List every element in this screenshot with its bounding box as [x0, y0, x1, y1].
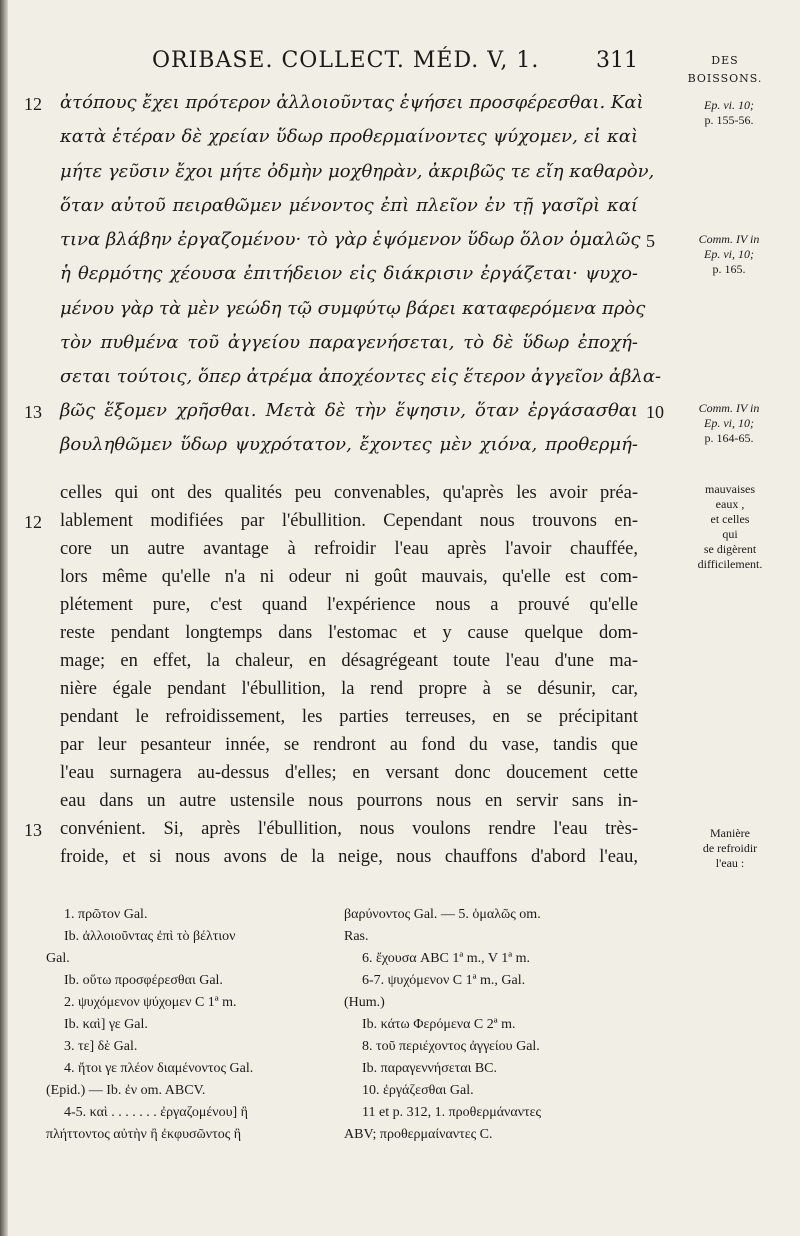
margin-reference	[666, 401, 792, 446]
apparatus-entry: ABV; προθερμαίναντες C.	[344, 1127, 493, 1142]
french-line: pendant le refroidissement, les parties terreuses, en se précipitant	[60, 707, 638, 727]
apparatus-entry: 4-5. καὶ . . . . . . . ἐργαζομένου] ἢ	[64, 1105, 248, 1120]
apparatus-entry: Gal.	[46, 951, 70, 966]
apparatus-entry: Ib. παραγεννήσεται BC.	[362, 1061, 498, 1076]
french-line: convénient. Si, après l'ébullition, nous voulons rendre l'eau très-	[60, 819, 638, 839]
apparatus-entry: 6. ἔχουσα ABC 1ª m., V 1ª m.	[362, 951, 530, 966]
line-number: 10	[646, 402, 664, 422]
margin-note-line: eaux ,	[715, 497, 745, 511]
french-line: lablement modifiées par l'ébullition. Cependant nous trouvons en-	[60, 511, 638, 531]
french-line: l'eau surnagera au-dessus d'elles; en versant donc doucement cette	[60, 763, 638, 783]
greek-line: βῶς ἕξομεν χρῆσθαι. Μετὰ δὲ τὴν ἕψησιν, ὅταν ἐργάσασθαι	[60, 400, 638, 421]
apparatus-entry: Ib. ἀλλοιοῦντας ἐπὶ τὸ βέλτιον	[64, 929, 236, 944]
paragraph-number: 12	[24, 512, 42, 532]
margin-section-label	[660, 52, 790, 88]
paragraph-number: 13	[24, 820, 42, 840]
french-line: celles qui ont des qualités peu convenables, qu'après les avoir préa-	[60, 483, 638, 503]
french-line: froide, et si nous avons de la neige, nous chauffons d'abord l'eau,	[60, 847, 638, 867]
margin-reference-line: Ep. vi, 10;	[704, 247, 754, 261]
greek-line: κατὰ ἑτέραν δὲ χρείαν ὕδωρ προθερμαίνοντες ψύχομεν, εἰ καὶ	[60, 126, 638, 147]
apparatus-entry: 11 et p. 312, 1. προθερμάναντες	[362, 1105, 542, 1120]
apparatus-entry: 1. πρῶτον Gal.	[64, 907, 148, 922]
margin-note-line: difficilement.	[697, 557, 763, 571]
margin-section-label-line: BOISSONS.	[687, 72, 763, 85]
apparatus-entry: (Epid.) — Ib. ἐν om. ABCV.	[46, 1083, 206, 1098]
french-line: nière égale pendant l'ébullition, la rend propre à se désunir, car,	[60, 679, 638, 699]
margin-reference-line: Comm. IV in	[698, 401, 760, 415]
french-line: eau dans un autre ustensile nous pourrons nous en servir sans in-	[60, 791, 638, 811]
apparatus-entry: Ib. κάτω Φερόμενα C 2ª m.	[362, 1017, 516, 1032]
greek-line: μένου γὰρ τὰ μὲν γεώδη τῷ συμφύτῳ βάρει καταφερόμενα πρὸς	[60, 298, 646, 319]
margin-note-line: et celles	[710, 512, 750, 526]
margin-reference-line: p. 155-56.	[704, 113, 754, 127]
greek-line: ὅταν αὐτοῦ πειραθῶμεν μένοντος ἐπὶ πλεῖον ἐν τῇ γασῖρὶ καί	[60, 195, 638, 216]
margin-reference-line: Ep. vi, 10;	[704, 416, 754, 430]
paragraph-number: 12	[24, 94, 42, 114]
apparatus-entry: 10. ἐργάζεσθαι Gal.	[362, 1083, 474, 1098]
apparatus-column-left	[46, 904, 336, 1146]
greek-line: ἀτόπους ἔχει πρότερον ἀλλοιοῦντας ἑψήσει προσφέρεσθαι. Καὶ	[60, 92, 644, 113]
apparatus-entry: 4. ἤτοι γε πλέον διαμένοντος Gal.	[64, 1061, 254, 1076]
greek-line: τὸν πυθμένα τοῦ ἀγγείου παραγενήσεται, τὸ δὲ ὕδωρ ἐποχή-	[60, 332, 638, 353]
margin-reference	[666, 98, 792, 128]
french-line: mage; en effet, la chaleur, en désagrégeant toute l'eau d'une ma-	[60, 651, 638, 671]
line-number: 5	[646, 231, 655, 251]
margin-note	[668, 826, 792, 871]
french-line: lors même qu'elle n'a ni odeur ni goût mauvais, qu'elle est com-	[60, 567, 638, 587]
margin-reference-line: Comm. IV in	[698, 232, 760, 246]
greek-line: βουληθῶμεν ὕδωρ ψυχρότατον, ἔχοντες μὲν χιόνα, προθερμή-	[60, 434, 638, 455]
apparatus-column-right	[344, 904, 644, 1146]
apparatus-entry: 6-7. ψυχόμενον C 1ª m., Gal.	[362, 973, 526, 988]
apparatus-entry: Ib. καὶ] γε Gal.	[64, 1017, 148, 1032]
margin-section-label-line: DES	[711, 54, 739, 67]
greek-line: ἡ θερμότης χέουσα ἐπιτήδειον εἰς διάκρισιν ἐργάζεται· ψυχο-	[60, 263, 638, 284]
margin-note-line: mauvaises	[705, 482, 755, 496]
margin-reference-line: p. 164-65.	[704, 431, 754, 445]
margin-reference	[666, 232, 792, 277]
french-line: reste pendant longtemps dans l'estomac et y cause quelque dom-	[60, 623, 638, 643]
greek-line: μήτε γεῦσιν ἔχοι μήτε ὀδμὴν μοχθηρὰν, ἀκριβῶς τε εἴη καθαρὸν,	[60, 161, 655, 182]
greek-line: τινα βλάβην ἐργαζομένου· τὸ γὰρ ἑψόμενον ὕδωρ ὅλον ὁμαλῶς	[60, 229, 641, 250]
margin-note-line: Manière	[710, 826, 750, 840]
apparatus-entry: βαρύνοντος Gal. — 5. ὁμαλῶς om.	[344, 907, 541, 922]
margin-note-line: se digèrent	[703, 542, 757, 556]
margin-note-line: qui	[722, 527, 738, 541]
apparatus-entry: (Hum.)	[344, 995, 385, 1010]
apparatus-entry: 8. τοῦ περιέχοντος ἀγγείου Gal.	[362, 1039, 540, 1054]
french-line: par leur pesanteur innée, se rendront au fond du vase, tandis que	[60, 735, 638, 755]
apparatus-entry: Ras.	[344, 929, 369, 944]
page-gutter-shadow	[0, 0, 8, 1236]
paragraph-number: 13	[24, 402, 42, 422]
apparatus-entry: 3. τε] δὲ Gal.	[64, 1039, 138, 1054]
margin-note-line: l'eau :	[715, 856, 745, 870]
margin-note-line: de refroidir	[702, 841, 758, 855]
page-number: 311	[596, 48, 638, 73]
french-line: core un autre avantage à refroidir l'eau après l'avoir chauffée,	[60, 539, 638, 559]
apparatus-entry: 2. ψυχόμενον ψύχομεν C 1ª m.	[64, 995, 237, 1010]
french-line: plétement pure, c'est quand l'expérience nous a prouvé qu'elle	[60, 595, 638, 615]
margin-reference-line: p. 165.	[712, 262, 746, 276]
running-title: ORIBASE. COLLECT. MÉD. V, 1.	[152, 48, 540, 73]
apparatus-entry: πλήττοντος αὐτὴν ἢ ἐκφυσῶντος ἢ	[46, 1127, 242, 1142]
margin-note	[668, 482, 792, 572]
greek-line: σεται τούτοις, ὅπερ ἀτρέμα ἀποχέοντες εἰς ἕτερον ἀγγεῖον ἀβλα-	[60, 366, 662, 387]
apparatus-entry: Ib. οὕτω προσφέρεσθαι Gal.	[64, 973, 223, 988]
margin-reference-line: Ep. vi. 10;	[704, 98, 754, 112]
